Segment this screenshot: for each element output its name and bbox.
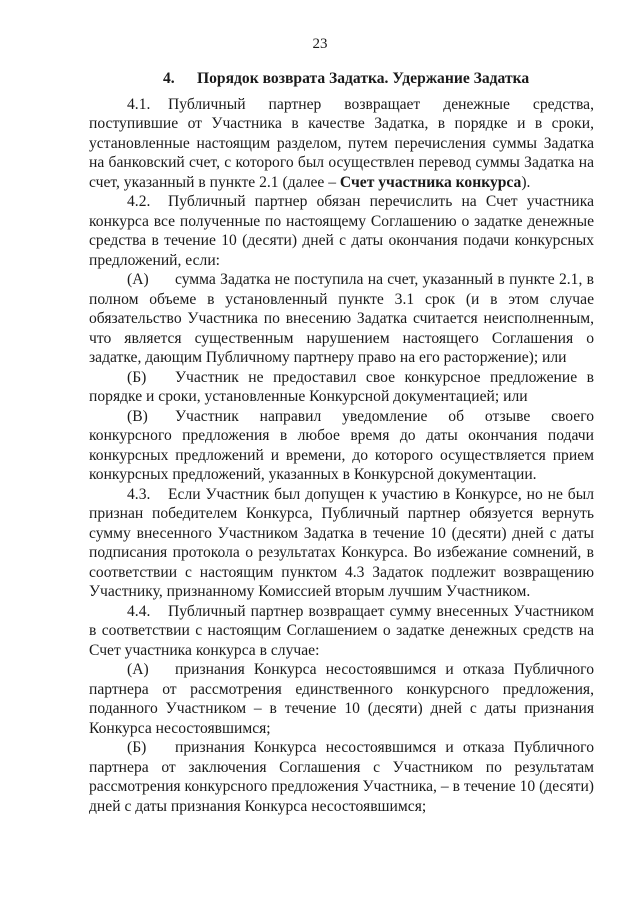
item-label: (В) xyxy=(127,407,148,425)
clause-number: 4.4. xyxy=(127,602,151,620)
clause-4-4 xyxy=(89,602,594,661)
clause-4-2-item-c xyxy=(89,407,594,485)
item-text: признания Конкурса несостоявшимся и отказа Публичного партнера от рассмотрения единственного конкурсного предложения, поданного Участником – в течение 10 (десяти) дней с даты признания Конкурса несостоявшимся; xyxy=(89,661,594,737)
clause-number: 4.1. xyxy=(127,95,151,113)
clause-text: Публичный партнер возвращает сумму внесенных Участником в соответствии с настоящим Соглашением о задатке денежных средств на Счет участника конкурса в случае: xyxy=(89,602,594,659)
page-number: 23 xyxy=(312,36,328,52)
clause-4-4-item-a xyxy=(89,660,594,738)
clause-4-1 xyxy=(89,95,594,193)
clause-4-2-item-b xyxy=(89,368,594,407)
clause-text: Публичный партнер возвращает денежные средства, поступившие от Участника в качестве Задатка, в порядке и в сроки, установленные настоящим разделом, путем перечисления суммы Задатка на банковский счет, с которого был осуществлен перевод суммы Задатка на счет, указанный в пункте 2.1 (далее – xyxy=(89,95,594,191)
section-title: Порядок возврата Задатка. Удержание Задатка xyxy=(197,70,530,87)
clause-4-4-item-b xyxy=(89,738,594,816)
item-text: сумма Задатка не поступила на счет, указанный в пункте 2.1, в полном объеме в установленный пункте 3.1 срок (и в этом случае обязательство Участника по внесению Задатка считается неисполненным, что является существенным нарушением настоящего Соглашения о задатке, дающим Публичному партнеру право на его расторжение); или xyxy=(89,271,594,366)
item-label: (А) xyxy=(127,271,149,288)
item-label: (Б) xyxy=(127,368,147,386)
clause-text-end: ). xyxy=(521,173,531,191)
defined-term: Счет участника конкурса xyxy=(339,173,522,191)
clause-text: Если Участник был допущен к участию в Конкурсе, но не был признан победителем Конкурса, Публичный партнер обязуется вернуть сумму внесенного Участником Задатка в течение 10 (десяти) дней с даты подписания протокола о результатах Конкурса. Во избежание сомнений, в соответствии с настоящим пунктом 4.3 Задаток подлежит возвращению Участнику, признанному Комиссией вторым лучшим Участником. xyxy=(89,485,594,600)
clause-4-2 xyxy=(89,192,594,270)
clause-text: Публичный партнер обязан перечислить на Счет участника конкурса все полученные по настоящему Соглашению о задатке денежные средства в течение 10 (десяти) дней с даты окончания подачи конкурсных предложений, если: xyxy=(89,193,594,269)
clause-number: 4.3. xyxy=(127,485,151,503)
item-label: (Б) xyxy=(127,739,147,756)
item-text: Участник направил уведомление об отзыве своего конкурсного предложения в любое время до даты окончания подачи конкурсных предложений и времени, до которого осуществляется прием конкурсных предложений, указанных в Конкурсной документации. xyxy=(89,407,594,483)
document-body xyxy=(89,69,594,816)
clause-4-3 xyxy=(89,485,594,602)
clause-4-2-item-a xyxy=(89,270,594,368)
clause-number: 4.2. xyxy=(127,193,151,210)
item-label: (А) xyxy=(127,661,149,678)
item-text: признания Конкурса несостоявшимся и отказа Публичного партнера от заключения Соглашения с Участником по результатам рассмотрения конкурсного предложения Участника, – в течение 10 (десяти) дней с даты признания Конкурса несостоявшимся; xyxy=(89,739,594,815)
item-text: Участник не предоставил свое конкурсное предложение в порядке и сроки, установленные Конкурсной документацией; или xyxy=(89,368,594,405)
section-heading xyxy=(89,69,594,89)
section-number: 4. xyxy=(163,70,175,87)
